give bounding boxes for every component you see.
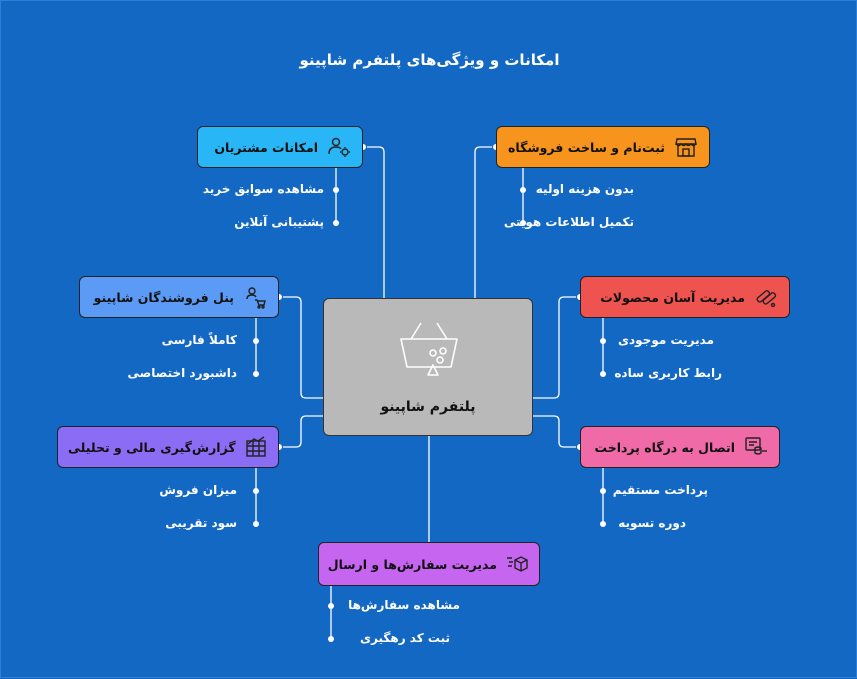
item-signup-2: تکمیل اطلاعات هویتی (503, 215, 634, 229)
connector-customer (363, 147, 384, 298)
products-icon (753, 284, 779, 310)
connector-reports (279, 416, 323, 447)
node-label: مدیریت آسان محصولات (600, 289, 745, 305)
item-reports-2: سود تقریبی (165, 516, 237, 530)
node-orders-shipping[interactable] (318, 542, 540, 586)
node-label: امکانات مشتریان (214, 139, 318, 155)
item-payment-1: پرداخت مستقیم (612, 483, 708, 497)
item-signup-1: بدون هزینه اولیه (535, 182, 634, 196)
report-chart-icon (244, 434, 268, 460)
customers-gear-icon (326, 134, 352, 160)
node-products[interactable] (580, 276, 790, 318)
connector-signup (475, 147, 496, 298)
center-node[interactable] (323, 298, 533, 436)
item-payment-2: دوره تسویه (618, 516, 686, 530)
node-label: گزارش‌گیری مالی و تحلیلی (68, 439, 236, 455)
item-products-1: مدیریت موجودی (618, 333, 714, 347)
node-label: اتصال به درگاه پرداخت (594, 439, 735, 455)
page-title: امکانات و ویژگی‌های پلتفرم شاپینو (299, 51, 560, 69)
item-orders-1: مشاهده سفارش‌ها (348, 598, 460, 612)
payment-gateway-icon (743, 434, 769, 460)
connector-sellers (279, 297, 323, 398)
connector-payment (533, 416, 580, 447)
node-sellers-panel[interactable] (79, 276, 279, 318)
node-label: ثبت‌نام و ساخت فروشگاه (508, 139, 665, 155)
shopping-basket-icon (397, 309, 461, 389)
item-products-2: رابط کاربری ساده (614, 366, 722, 380)
item-reports-1: میزان فروش (159, 483, 237, 497)
node-payment-gateway[interactable] (580, 426, 780, 468)
connector-products (533, 297, 580, 398)
node-customer-features[interactable] (197, 126, 363, 168)
item-orders-2: ثبت کد رهگیری (360, 631, 450, 645)
node-label: مدیریت سفارش‌ها و ارسال (327, 556, 497, 572)
item-customer-1: مشاهده سوابق خرید (202, 182, 324, 196)
item-sellers-2: داشبورد اختصاصی (127, 366, 237, 380)
item-customer-2: پشتیبانی آنلاین (234, 215, 324, 229)
node-label: پنل فروشندگان شاپینو (93, 289, 234, 305)
seller-cart-icon (242, 284, 268, 310)
storefront-icon (673, 134, 699, 160)
shipping-box-icon (505, 551, 529, 577)
node-signup-store[interactable] (496, 126, 710, 168)
item-sellers-1: کاملاً فارسی (161, 333, 237, 347)
center-label: پلتفرم شاپینو (380, 399, 476, 415)
node-reports[interactable] (57, 426, 279, 468)
